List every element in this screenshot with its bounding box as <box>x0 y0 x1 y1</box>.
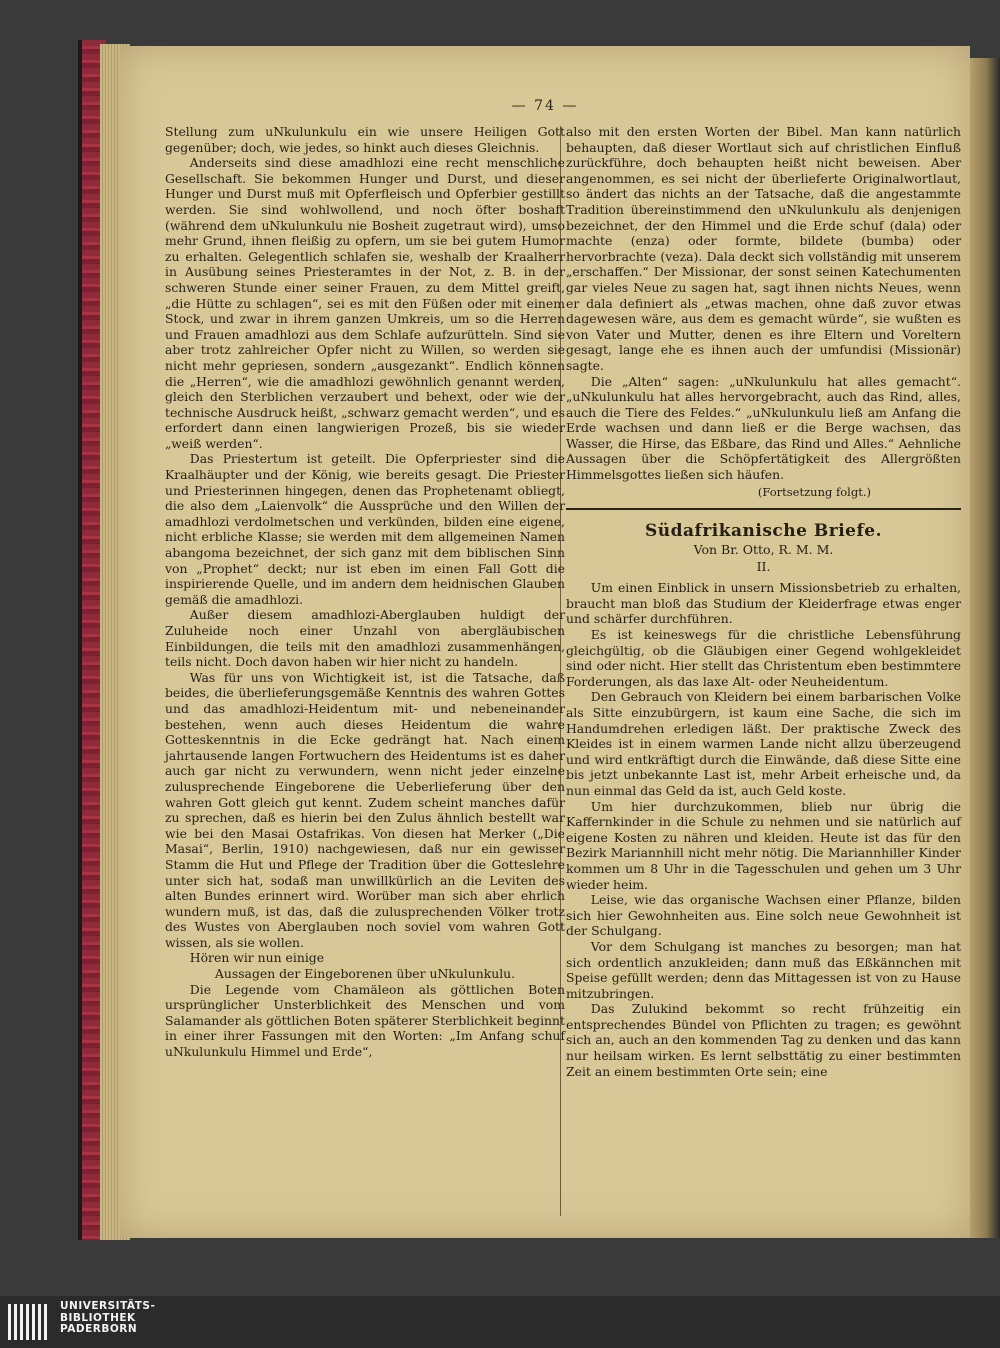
subheading: Aussagen der Eingeborenen über uNkulunkulu. <box>214 966 516 982</box>
byline: Von Br. Otto, R. M. M. <box>693 542 834 558</box>
paragraph: Vor dem Schulgang ist manches zu besorgen; man hat sich ordentlich anzukleiden; dann muß das Eßkännchen mit Speise gefüllt werden; denn das Mittagessen ist von zu Hause mitzubringen. <box>566 938 961 1001</box>
section-title: Südafrikanische Briefe. <box>644 521 883 542</box>
page-number: — 74 — <box>511 98 579 114</box>
paragraph: Die Legende vom Chamäleon als göttlichen Boten ursprünglicher Unsterblichkeit des Menschen und vom Salamander als göttlichen Boten späterer Sterblichkeit beginnt in einer ihrer Fassungen mit den Worten: „Im Anfang schuf uNkulunkulu Himmel und Erde“, <box>165 981 565 1060</box>
paragraph: Um hier durchzukommen, blieb nur übrig die Kaffernkinder in die Schule zu nehmen und sie natürlich auf eigene Kosten zu nähren und kleiden. Heute ist das für den Bezirk Mariannhill nicht mehr nötig. Die Mariannhiller Kinder kommen um 8 Uhr in die Tagesschulen und gehen um 3 Uhr wieder heim. <box>566 798 961 892</box>
logo-line-3: PADERBORN <box>60 1323 138 1335</box>
part-number: II. <box>756 559 771 575</box>
paragraph: Außer diesem amadhlozi-Aberglauben huldigt der Zuluheide noch einer Unzahl von abergläubischen Einbildungen, die teils mit den amadhlozi zusammenhängen, teils nicht. Doch davon haben wir hier nicht zu handeln. <box>165 607 565 670</box>
paragraph: Das Zulukind bekommt so recht frühzeitig ein entsprechendes Bündel von Pflichten zu tragen; es gewöhnt sich an, auch an den kommenden Tag zu denken und das kann nur heilsam wirken. Es lernt selbsttätig zu einer bestimmten Zeit an einem bestimmten Orte sein; eine <box>566 1001 961 1079</box>
paragraph: Hören wir nun einige <box>189 950 325 966</box>
library-logo-bars-icon <box>8 1304 52 1340</box>
paragraph: Stellung zum uNkulunkulu ein wie unsere Heiligen Gott gegenüber; doch, wie jedes, so hinkt auch dieses Gleichnis. <box>165 124 565 155</box>
paragraph: Leise, wie das organische Wachsen einer Pflanze, bilden sich hier Gewohnheiten aus. Eine solch neue Gewohnheit ist der Schulgang. <box>566 892 961 939</box>
paragraph: Das Priestertum ist geteilt. Die Opferpriester sind die Kraalhäupter und der König, wie bereits gesagt. Die Priester und Priesterinnen hingegen, denen das Prophetenamt obliegt, die also dem „Laienvolk“ die Aussprüche und den Willen der amadhlozi verdolmetschen und verkünden, bilden eine eigene, nicht erbliche Klasse; sie werden mit dem allgemeinen Namen abangoma bezeichnet, der sich ganz mit dem biblischen Sinn von „Prophet“ deckt; nur ist eben im einen Fall Gott die inspirierende Quelle, und im andern dem heidnischen Glauben gemäß die amadhlozi. <box>165 451 565 607</box>
paragraph: Den Gebrauch von Kleidern bei einem barbarischen Volke als Sitte einzubürgern, ist kaum eine Sache, die sich im Handumdrehen erledigen läßt. Der praktische Zweck des Kleides ist in einem warmen Lande nicht allzu überzeugend und wird entkräftigt durch die Einwände, daß diese Sitte eine bis jetzt unbekannte Last ist, mehr Arbeit erheische und, da nun einmal das Geld da ist, auch Geld koste. <box>566 689 961 798</box>
right-column <box>566 124 961 1079</box>
section-rule <box>566 508 961 510</box>
paragraph: Die „Alten“ sagen: „uNkulunkulu hat alles gemacht“. „uNkulunkulu hat alles hervorgebracht, auch das Rind, alles, auch die Tiere des Feldes.“ „uNkulunkulu ließ am Anfang die Erde wachsen und dann ließ er die Berge wachsen, das Wasser, die Hirse, das Eßbare, das Rind und Alles.“ Aehnliche Aussagen über die Schöpfertätigkeit des Allergrößten Himmelsgottes ließen sich häufen. <box>566 373 961 483</box>
continuation-note: (Fortsetzung folgt.) <box>757 484 871 499</box>
facing-page-edge <box>965 58 1000 1238</box>
logo-line-2: BIBLIOTHEK <box>60 1311 136 1324</box>
paragraph: Es ist keineswegs für die christliche Lebensführung gleichgültig, ob die Gläubigen einer Gegend wohlgekleidet sind oder nicht. Hier stellt das Christentum eben bestimmtere Forderungen, als das laxe Alt- oder Neuheidentum. <box>566 627 961 689</box>
left-column <box>165 124 565 1060</box>
paragraph: Anderseits sind diese amadhlozi eine recht menschliche Gesellschaft. Sie bekommen Hunger und Durst, und dieser Hunger und Durst muß mit Opferfleisch und Opferbier gestillt werden. Sie sind wohlwollend, und noch öfter boshaft (während dem uNkulunkulu nie Bosheit zugetraut wird), umso mehr Grund, ihnen fleißig zu opfern, um sie bei gutem Humor zu erhalten. Gelegentlich schlafen sie, weshalb der Kraalherr in Ausübung seines Priesteramtes in der Not, z. B. in der schweren Stunde einer seiner Frauen, zu dem Mittel greift, „die Hütte zu schlagen“, sei es mit den Füßen oder mit einem Stock, und zwar in ihrem ganzen Umkreis, um so die Herren und Frauen amadhlozi aus dem Schlafe aufzurütteln. Sind sie aber trotz zahlreicher Opfer nicht zu Willen, so werden sie nicht mehr gepriesen, sondern „ausgezankt“. Endlich können die „Herren“, wie die amadhlozi gewöhnlich genannt werden, gleich den Sterblichen verzaubert und behext, oder wie der technische Ausdruck heißt, „schwarz gemacht werden“, und es erfordert dann einen langwierigen Prozeß, bis sie wieder „weiß werden“. <box>165 155 565 451</box>
paragraph: also mit den ersten Worten der Bibel. Man kann natürlich behaupten, daß dieser Wortlaut sich auf christlichen Einfluß zurückführe, doch behaupten heißt nicht beweisen. Aber angenommen, es sei nicht der überlieferte Originalwortlaut, so ändert das nichts an der Tatsache, daß die angestammte Tradition übereinstimmend den uNkulunkulu als denjenigen bezeichnet, der den Himmel und die Erde schuf (dala) oder machte (enza) oder formte, bildete (bumba) oder hervorbrachte (veza). Dala deckt sich vollständig mit unserem „erschaffen.“ Der Missionar, der sonst seinen Katechumenten gar vieles Neue zu sagen hat, sagt ihnen nichts Neues, wenn er dala definiert als „etwas machen, ohne daß zuvor etwas dagewesen wäre, aus dem es gemacht würde“, sie wußten es von Vater und Mutter, denen es ihre Eltern und Voreltern gesagt, lange ehe es ihnen auch der umfundisi (Missionär) sagte. <box>566 124 961 373</box>
logo-line-1: UNIVERSITÄTS- <box>60 1300 156 1312</box>
book-page <box>120 46 970 1238</box>
paragraph: Um einen Einblick in unsern Missionsbetrieb zu erhalten, braucht man bloß das Studium der Kleiderfrage etwas enger und schärfer durchführen. <box>566 580 961 627</box>
paragraph: Was für uns von Wichtigkeit ist, ist die Tatsache, daß beides, die überlieferungsgemäße Kenntnis des wahren Gottes und das amadhlozi-Heidentum mit- und nebeneinander bestehen, wenn auch dieses Heidentum die wahre Gotteskenntnis in die Ecke gedrängt hat. Nach einem jahrtausende langen Fortwuchern des Heidentums ist es daher auch gar nicht zu verwundern, wenn nicht jeder einzelne zulusprechende Eingeborene die Ueberlieferung über den wahren Gott gleich gut kennt. Zudem scheint manches dafür zu sprechen, daß es hierin bei den Zulus ähnlich bestellt war wie bei den Masai Ostafrikas. Von diesen hat Merker („Die Masai“, Berlin, 1910) nachgewiesen, daß nur ein gewisser Stamm die Hut und Pflege der Tradition über die Gotteslehre unter sich hat, sodaß man unwillkürlich an die Leviten des alten Bundes erinnert wird. Worüber man sich aber ehrlich wundern muß, ist das, daß die zulusprechenden Völker trotz des Wustes von Aberglauben noch soviel vom wahren Gott wissen, als sie wollen. <box>165 669 565 950</box>
library-logo-text <box>60 1301 155 1336</box>
